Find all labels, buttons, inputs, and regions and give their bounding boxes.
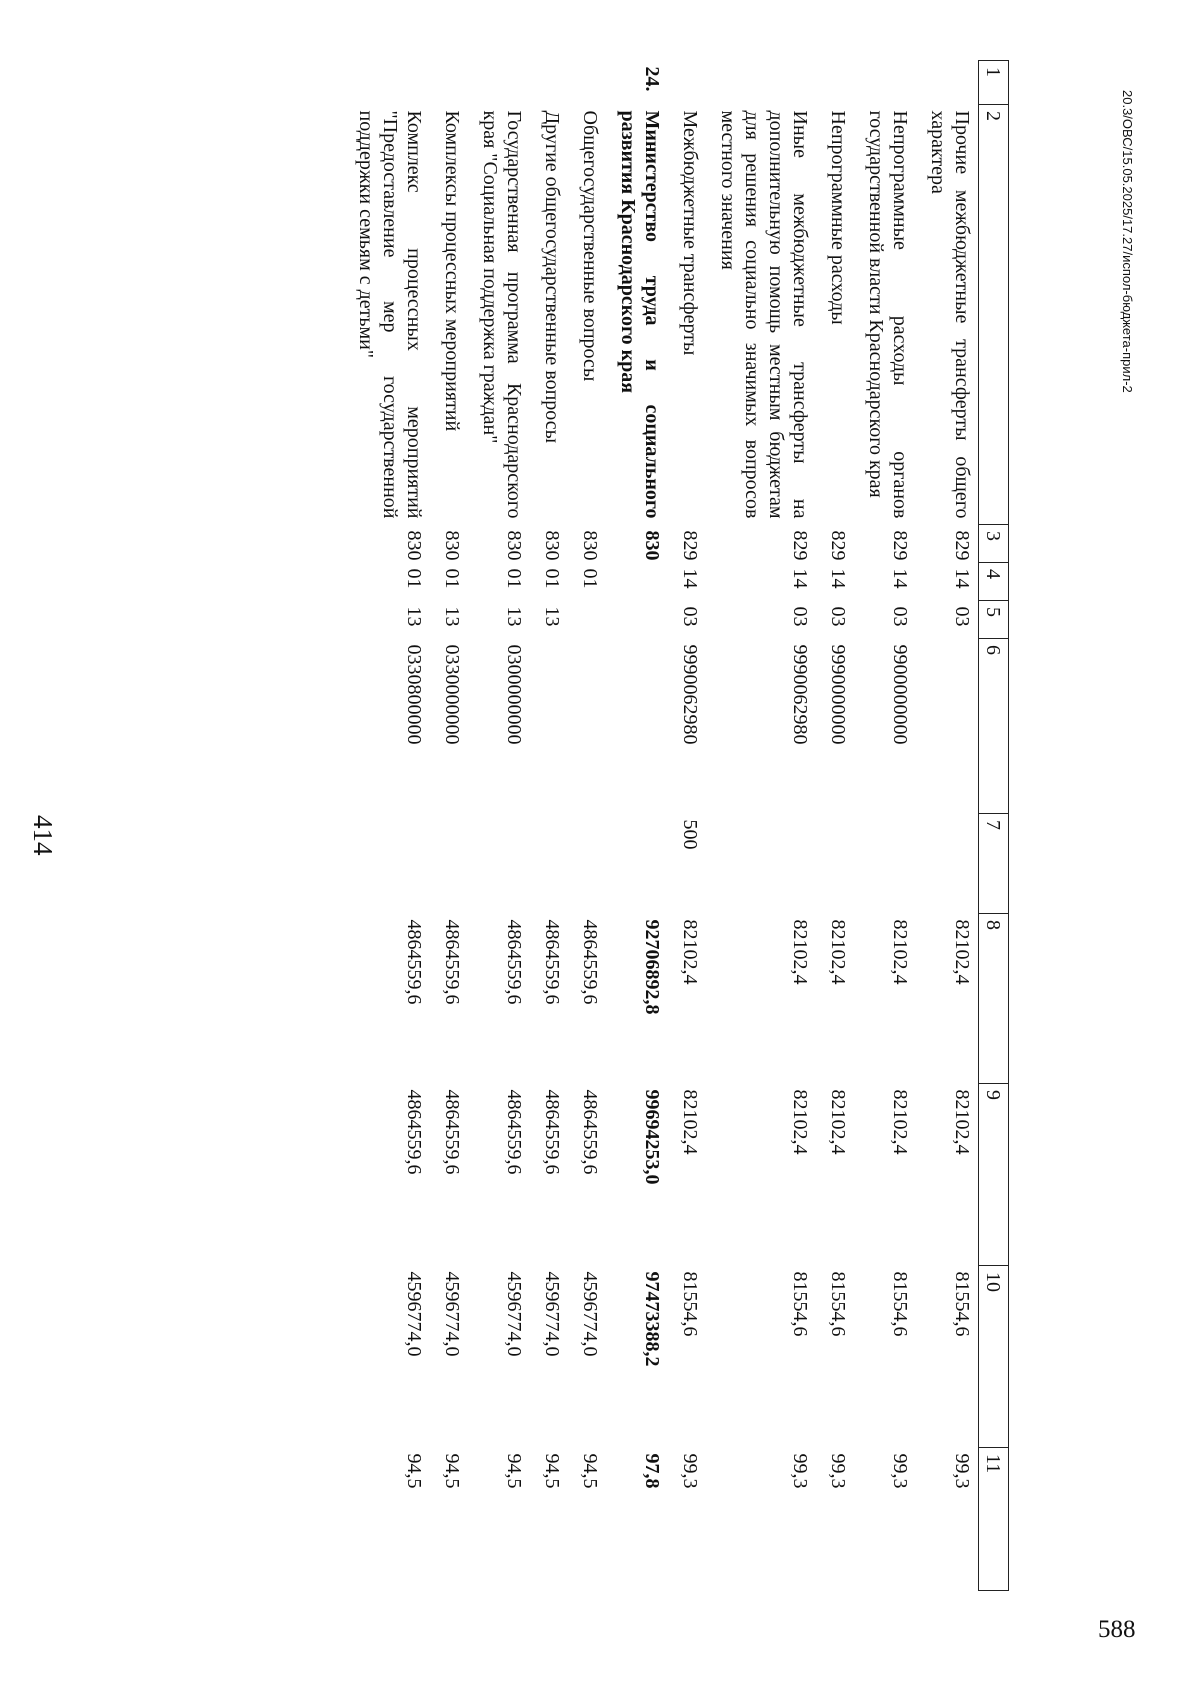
section-code-cell: 01 xyxy=(503,568,525,589)
expense-name-cell: Комплекс процессных мероприятий "Предоставление мер государственной поддержки семьям с детьми" xyxy=(355,110,425,519)
expense-name-cell: Комплексы процессных мероприятий xyxy=(441,110,463,432)
row-number-cell xyxy=(816,61,854,105)
row-number-cell xyxy=(568,61,606,105)
column-header-5: 5 xyxy=(979,601,1009,639)
target-article-code-cell: 9900000000 xyxy=(889,644,911,745)
adjusted-amount-cell: 4864559,6 xyxy=(441,1089,463,1175)
ministry-code-cell: 829 xyxy=(889,530,911,561)
expense-type-code-cell xyxy=(916,814,979,914)
execution-percent-cell: 99,3 xyxy=(951,1453,973,1489)
section-code-cell: 01 xyxy=(403,568,425,589)
approved-amount-cell: 4864559,6 xyxy=(579,919,601,1005)
target-article-code-cell xyxy=(606,639,668,814)
subsection-code-cell xyxy=(606,601,668,639)
column-header-1: 1 xyxy=(979,61,1009,105)
row-number-cell xyxy=(916,61,979,105)
subsection-code-cell: 03 xyxy=(951,606,973,627)
table-row xyxy=(816,61,854,1591)
expense-type-code-cell xyxy=(854,814,916,914)
expense-name-cell: Другие общегосударственные вопросы xyxy=(541,110,563,444)
target-article-code-cell: 9990062980 xyxy=(789,644,811,745)
approved-amount-cell: 4864559,6 xyxy=(503,919,525,1005)
adjusted-amount-cell: 82102,4 xyxy=(889,1089,911,1155)
expense-type-code-cell xyxy=(568,814,606,914)
row-number-cell xyxy=(530,61,568,105)
executed-amount-cell: 81554,6 xyxy=(951,1271,973,1337)
execution-percent-cell: 99,3 xyxy=(827,1453,849,1489)
subsection-code-cell: 13 xyxy=(541,606,563,627)
subsection-code-cell: 13 xyxy=(403,606,425,627)
table-row xyxy=(916,61,979,1591)
approved-amount-cell: 4864559,6 xyxy=(441,919,463,1005)
approved-amount-cell: 4864559,6 xyxy=(403,919,425,1005)
ministry-code-cell: 830 xyxy=(541,530,563,561)
expense-name-cell: Иные межбюджетные трансферты на дополнительную помощь местным бюджетам для решения социально значимых вопросов местного значения xyxy=(717,110,811,519)
adjusted-amount-cell: 82102,4 xyxy=(789,1089,811,1155)
row-number-cell xyxy=(468,61,530,105)
execution-percent-cell: 94,5 xyxy=(441,1453,463,1489)
row-number-cell: 24. xyxy=(641,66,663,92)
execution-percent-cell: 99,3 xyxy=(679,1453,701,1489)
ministry-code-cell: 830 xyxy=(403,530,425,561)
subsection-code-cell: 03 xyxy=(827,606,849,627)
target-article-code-cell: 0330000000 xyxy=(441,644,463,745)
execution-percent-cell: 94,5 xyxy=(541,1453,563,1489)
target-article-code-cell xyxy=(916,639,979,814)
adjusted-amount-cell: 82102,4 xyxy=(679,1089,701,1155)
approved-amount-cell: 82102,4 xyxy=(889,919,911,985)
row-number-cell xyxy=(706,61,816,105)
table-row xyxy=(668,61,706,1591)
page-number-bottom: 588 xyxy=(1098,1616,1136,1643)
adjusted-amount-cell: 82102,4 xyxy=(951,1089,973,1155)
column-header-3: 3 xyxy=(979,525,1009,563)
target-article-code-cell xyxy=(530,639,568,814)
expense-type-code-cell xyxy=(816,814,854,914)
execution-percent-cell: 94,5 xyxy=(579,1453,601,1489)
section-code-cell xyxy=(606,563,668,601)
page-number-top: 414 xyxy=(28,815,58,856)
ministry-code-cell: 829 xyxy=(827,530,849,561)
column-header-8: 8 xyxy=(979,914,1009,1084)
adjusted-amount-cell: 4864559,6 xyxy=(541,1089,563,1175)
budget-table-sheet xyxy=(161,60,1009,1590)
column-header-4: 4 xyxy=(979,563,1009,601)
section-code-cell: 01 xyxy=(541,568,563,589)
row-number-cell xyxy=(430,61,468,105)
target-article-code-cell: 0330800000 xyxy=(403,644,425,745)
section-code-cell: 14 xyxy=(889,568,911,589)
executed-amount-cell: 4596774,0 xyxy=(503,1271,525,1357)
column-header-11: 11 xyxy=(979,1448,1009,1591)
executed-amount-cell: 4596774,0 xyxy=(403,1271,425,1357)
executed-amount-cell: 4596774,0 xyxy=(441,1271,463,1357)
ministry-code-cell: 830 xyxy=(503,530,525,561)
table-row xyxy=(568,61,606,1591)
approved-amount-cell: 82102,4 xyxy=(789,919,811,985)
table-row xyxy=(854,61,916,1591)
adjusted-amount-cell: 4864559,6 xyxy=(503,1089,525,1175)
subsection-code-cell: 03 xyxy=(789,606,811,627)
target-article-code-cell: 9990000000 xyxy=(827,644,849,745)
ministry-code-cell: 830 xyxy=(441,530,463,561)
table-row xyxy=(468,61,530,1591)
table-row xyxy=(706,61,816,1591)
subsection-code-cell xyxy=(568,601,606,639)
column-header-10: 10 xyxy=(979,1266,1009,1448)
execution-percent-cell: 99,3 xyxy=(789,1453,811,1489)
executed-amount-cell: 4596774,0 xyxy=(579,1271,601,1357)
adjusted-amount-cell: 4864559,6 xyxy=(579,1089,601,1175)
row-number-cell xyxy=(344,61,430,105)
expense-name-cell: Общегосударственные вопросы xyxy=(579,110,601,382)
expense-name-cell: Прочие межбюджетные трансферты общего характера xyxy=(927,110,973,519)
expense-type-code-cell: 500 xyxy=(679,819,701,850)
approved-amount-cell: 4864559,6 xyxy=(541,919,563,1005)
ministry-code-cell: 829 xyxy=(679,530,701,561)
table-row xyxy=(530,61,568,1591)
expense-type-code-cell xyxy=(468,814,530,914)
executed-amount-cell: 81554,6 xyxy=(827,1271,849,1337)
expense-type-code-cell xyxy=(706,814,816,914)
subsection-code-cell: 13 xyxy=(441,606,463,627)
executed-amount-cell: 81554,6 xyxy=(679,1271,701,1337)
executed-amount-cell: 81554,6 xyxy=(789,1271,811,1337)
table-row xyxy=(606,61,668,1591)
ministry-code-cell: 829 xyxy=(951,530,973,561)
expense-name-cell: Непрограммные расходы xyxy=(827,110,849,325)
budget-table xyxy=(344,60,1009,1591)
executed-amount-cell: 4596774,0 xyxy=(541,1271,563,1357)
section-code-cell: 01 xyxy=(579,568,601,589)
expense-type-code-cell xyxy=(430,814,468,914)
row-number-cell xyxy=(668,61,706,105)
adjusted-amount-cell: 82102,4 xyxy=(827,1089,849,1155)
table-row xyxy=(430,61,468,1591)
approved-amount-cell: 82102,4 xyxy=(679,919,701,985)
ministry-code-cell: 830 xyxy=(641,530,663,561)
subsection-code-cell: 13 xyxy=(503,606,525,627)
target-article-code-cell: 9990062980 xyxy=(679,644,701,745)
execution-percent-cell: 99,3 xyxy=(889,1453,911,1489)
document-footer-code: 20.3/ОВС/15.05.2025/17.27/испол-бюджета-прил-2 xyxy=(1120,90,1135,393)
expense-name-cell: Непрограммные расходы органов государственной власти Краснодарского края xyxy=(865,110,911,519)
ministry-code-cell: 830 xyxy=(579,530,601,561)
expense-name-cell: Министерство труда и социального развития Краснодарского края xyxy=(617,110,663,519)
row-number-cell xyxy=(854,61,916,105)
table-row xyxy=(344,61,430,1591)
target-article-code-cell: 0300000000 xyxy=(503,644,525,745)
subsection-code-cell: 03 xyxy=(889,606,911,627)
table-header-row xyxy=(979,61,1009,1591)
column-header-6: 6 xyxy=(979,639,1009,814)
section-code-cell: 14 xyxy=(951,568,973,589)
ministry-code-cell: 829 xyxy=(789,530,811,561)
execution-percent-cell: 94,5 xyxy=(503,1453,525,1489)
expense-name-cell: Межбюджетные трансферты xyxy=(679,110,701,356)
expense-type-code-cell xyxy=(606,814,668,914)
execution-percent-cell: 94,5 xyxy=(403,1453,425,1489)
expense-type-code-cell xyxy=(530,814,568,914)
section-code-cell: 14 xyxy=(679,568,701,589)
table-body xyxy=(344,61,979,1591)
section-code-cell: 14 xyxy=(827,568,849,589)
expense-type-code-cell xyxy=(344,814,430,914)
adjusted-amount-cell: 4864559,6 xyxy=(403,1089,425,1175)
executed-amount-cell: 97473388,2 xyxy=(641,1271,663,1367)
target-article-code-cell xyxy=(568,639,606,814)
section-code-cell: 01 xyxy=(441,568,463,589)
section-code-cell: 14 xyxy=(789,568,811,589)
column-header-9: 9 xyxy=(979,1084,1009,1266)
executed-amount-cell: 81554,6 xyxy=(889,1271,911,1337)
execution-percent-cell: 97,8 xyxy=(641,1453,663,1489)
subsection-code-cell: 03 xyxy=(679,606,701,627)
column-header-7: 7 xyxy=(979,814,1009,914)
approved-amount-cell: 92706892,8 xyxy=(641,919,663,1015)
approved-amount-cell: 82102,4 xyxy=(827,919,849,985)
adjusted-amount-cell: 99694253,0 xyxy=(641,1089,663,1185)
expense-name-cell: Государственная программа Краснодарского края "Социальная поддержка граждан" xyxy=(479,110,525,519)
column-header-2: 2 xyxy=(979,105,1009,525)
approved-amount-cell: 82102,4 xyxy=(951,919,973,985)
